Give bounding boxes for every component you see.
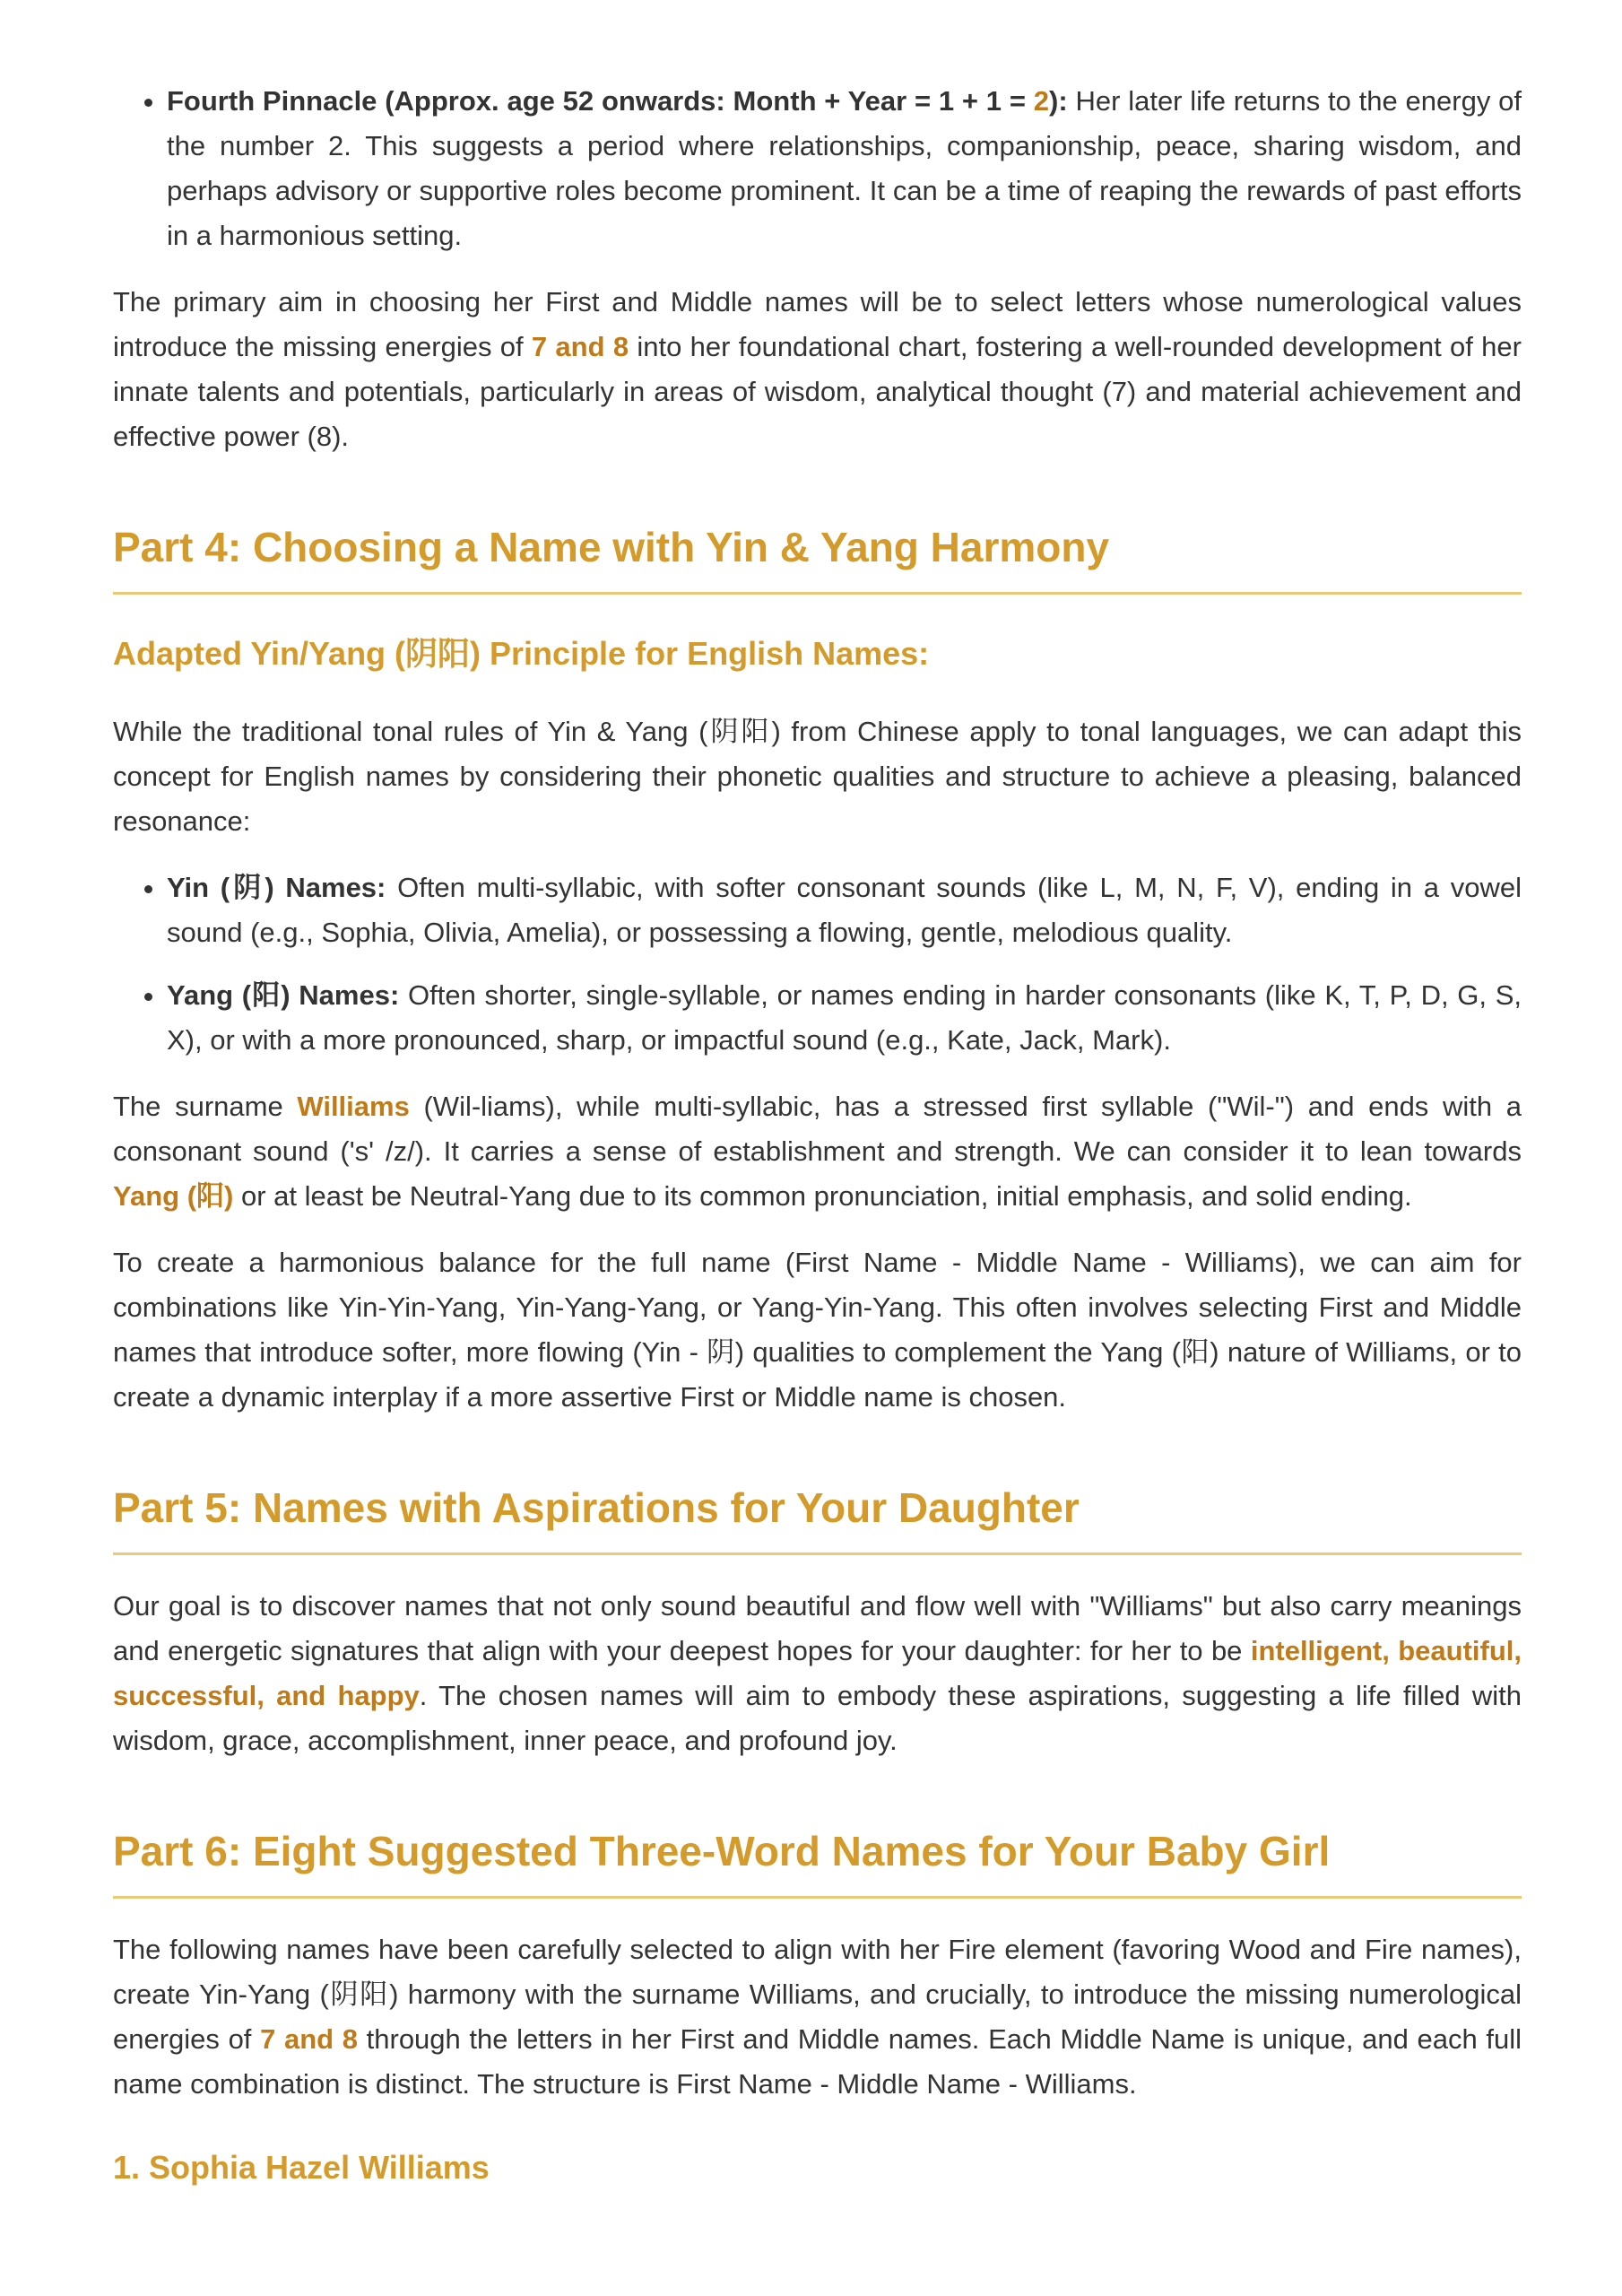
- pinnacle-number: 2: [1033, 85, 1049, 117]
- fourth-pinnacle-item: [167, 79, 1522, 258]
- yin-yang-list: [113, 865, 1522, 1063]
- yang-names-item: • Yang (阳) Names: Often shorter, single-syllable, or names ending in harder consonants (like K, T, P, D, G, S, X), or with a more pronounced, sharp, or impactful sound (e.g., Kate, Jack, Mark).: [167, 973, 1522, 1063]
- fourth-pinnacle-text: Her later life returns to the energy of the number 2. This suggests a period where relationships, companionship, peace, sharing wisdom, and perhaps advisory or supportive roles become prominent. It can be a time of reaping the rewards of past efforts in a harmonious setting.: [167, 85, 1522, 251]
- yang-highlight: Yang (阳): [113, 1180, 234, 1212]
- yin-names-label: Yin (阴) Names:: [167, 872, 386, 903]
- part4-subheading: Adapted Yin/Yang (阴阳) Principle for English Names:: [113, 635, 930, 672]
- pinnacle-list: [113, 79, 1522, 258]
- part5-heading: Part 5: Names with Aspirations for Your Daughter: [113, 1483, 1522, 1555]
- fourth-pinnacle-label: Fourth Pinnacle (Approx. age 52 onwards: Month + Year = 1 + 1 = 2):: [167, 85, 1068, 117]
- missing-numbers-highlight-2: 7 and 8: [260, 2023, 358, 2055]
- part4-heading: Part 4: Choosing a Name with Yin & Yang Harmony: [113, 522, 1522, 595]
- part4-intro-paragraph: While the traditional tonal rules of Yin & Yang (阴阳) from Chinese apply to tonal languages, we can adapt this concept for English names by considering their phonetic qualities and structure to achieve a pleasing, balanced resonance:: [113, 716, 1522, 837]
- aspirations-paragraph: Our goal is to discover names that not only sound beautiful and flow well with "Williams" but also carry meanings and energetic signatures that align with your deepest hopes for your daughter: for her to be intelligent, beautiful, successful, and happy. The chosen names will aim to embody these aspirations, suggesting a life filled with wisdom, grace, accomplishment, inner peace, and profound joy.: [113, 1590, 1522, 1756]
- balance-paragraph: To create a harmonious balance for the full name (First Name - Middle Name - Williams), we can aim for combinations like Yin-Yin-Yang, Yin-Yang-Yang, or Yang-Yin-Yang. This often involves selecting First and Middle names that introduce softer, more flowing (Yin - 阴) qualities to complement the Yang (阳) nature of Williams, or to create a dynamic interplay if a more assertive First or Middle name is chosen.: [113, 1247, 1522, 1413]
- name-suggestion-1-heading: 1. Sophia Hazel Williams: [113, 2149, 490, 2186]
- missing-numbers-highlight: 7 and 8: [531, 331, 629, 362]
- surname-highlight: Williams: [297, 1091, 410, 1122]
- yin-names-item: • Yin (阴) Names: Often multi-syllabic, with softer consonant sounds (like L, M, N, F, V), ending in a vowel sound (e.g., Sophia, Olivia, Amelia), or possessing a flowing, gentle, melodious quality.: [167, 865, 1522, 955]
- aim-paragraph: The primary aim in choosing her First and Middle names will be to select letters whose numerological values introduce the missing energies of 7 and 8 into her foundational chart, fostering a well-rounded development of her innate talents and potentials, particularly in areas of wisdom, analytical thought (7) and material achievement and effective power (8).: [113, 286, 1522, 452]
- part6-heading: Part 6: Eight Suggested Three-Word Names for Your Baby Girl: [113, 1826, 1522, 1899]
- yang-names-label: Yang (阳) Names:: [167, 979, 400, 1011]
- part6-intro-paragraph: The following names have been carefully selected to align with her Fire element (favoring Wood and Fire names), create Yin-Yang (阴阳) harmony with the surname Williams, and crucially, to introduce the missing numerological energies of 7 and 8 through the letters in her First and Middle names. Each Middle Name is unique, and each full name combination is distinct. The structure is First Name - Middle Name - Williams.: [113, 1934, 1522, 2100]
- aspirations-highlight: intelligent, beautiful, successful, and happy: [113, 1635, 1522, 1711]
- surname-paragraph: The surname Williams (Wil-liams), while multi-syllabic, has a stressed first syllable ("Wil-") and ends with a consonant sound ('s' /z/). It carries a sense of establishment and strength. We can consider it to lean towards Yang (阳) or at least be Neutral-Yang due to its common pronunciation, initial emphasis, and solid ending.: [113, 1091, 1522, 1212]
